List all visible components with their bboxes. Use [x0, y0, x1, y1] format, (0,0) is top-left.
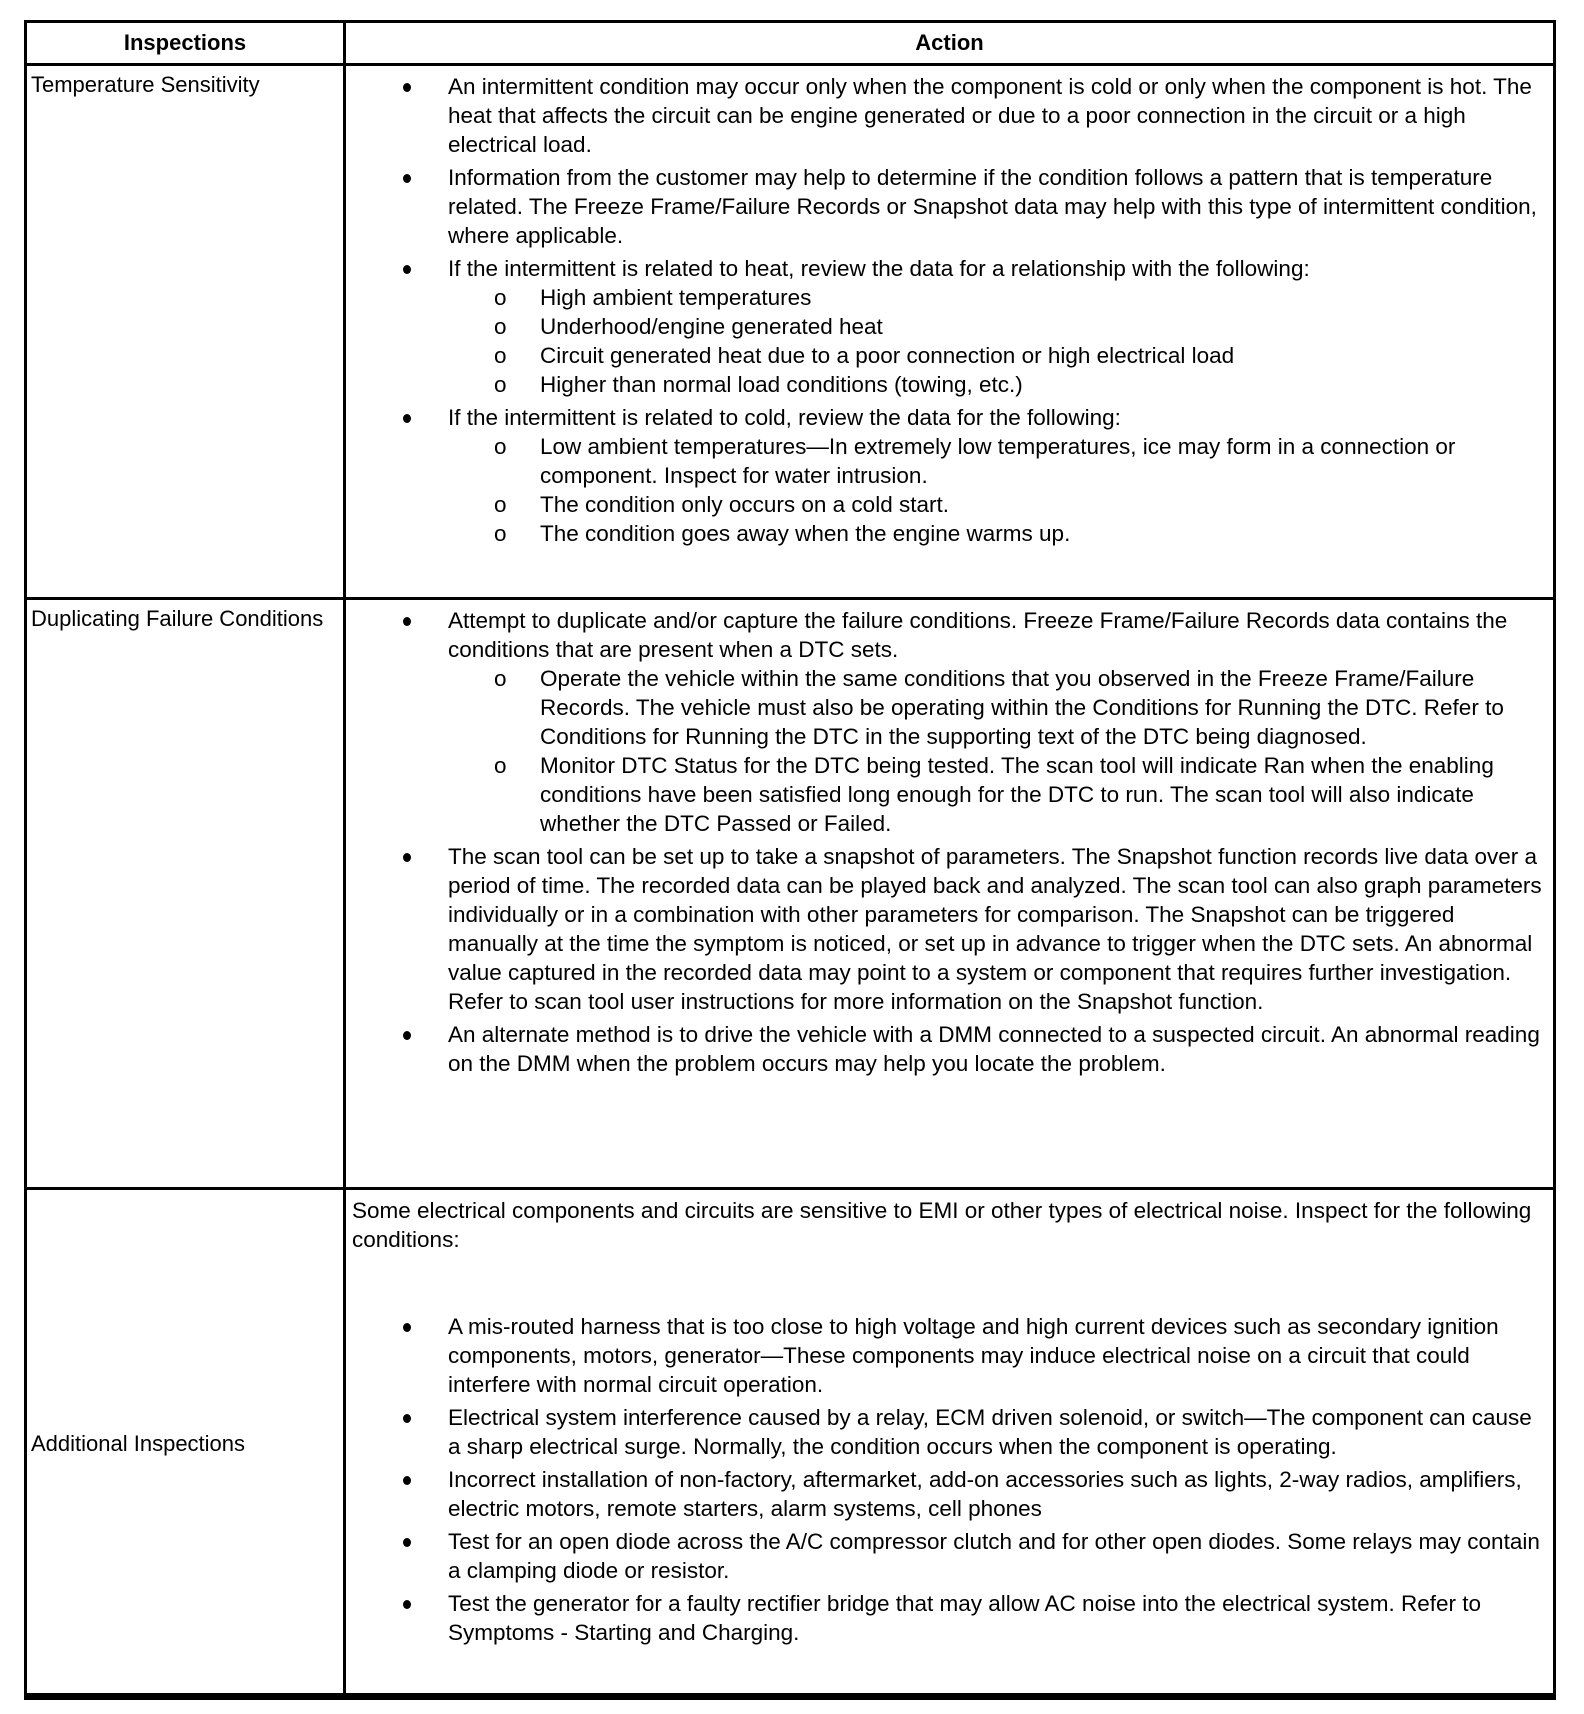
list-item — [346, 842, 1547, 1016]
header-inspections: Inspections — [26, 22, 345, 65]
list-item — [346, 1403, 1547, 1461]
sub-list-item: o Circuit generated heat due to a poor connection or high electrical load — [346, 341, 1547, 370]
sub-list — [448, 283, 1547, 399]
list-item — [346, 1527, 1547, 1585]
sub-list-item: o Operate the vehicle within the same conditions that you observed in the Freeze Frame/Failure Records. The vehicle must also be operating within the Conditions for Running the DTC. Refer to Conditions for Running the DTC in the supporting text of the DTC being diagnosed. — [346, 664, 1547, 751]
list-item — [346, 1465, 1547, 1523]
bullet-list — [346, 72, 1547, 548]
list-item — [346, 163, 1547, 250]
list-item-text: Incorrect installation of non-factory, aftermarket, add-on accessories such as lights, 2-way radios, amplifiers, electric motors, remote starters, alarm systems, cell phones — [448, 1467, 1522, 1521]
list-item — [346, 606, 1547, 838]
list-item — [346, 72, 1547, 159]
bullet-list — [346, 606, 1547, 1078]
list-item — [346, 1312, 1547, 1399]
list-item-text: The scan tool can be set up to take a snapshot of parameters. The Snapshot function records live data over a period of time. The recorded data can be played back and analyzed. The scan tool can also graph parameters individually or in a combination with other parameters for comparison. The Snapshot can be triggered manually at the time the symptom is noticed, or set up in advance to trigger when the DTC sets. An abnormal value captured in the recorded data may point to a system or component that requires further investigation. Refer to scan tool user instructions for more information on the Snapshot function. — [448, 844, 1542, 1014]
table-row — [26, 65, 1555, 599]
list-item-text: An alternate method is to drive the vehicle with a DMM connected to a suspected circuit. An abnormal reading on the DMM when the problem occurs may help you locate the problem. — [448, 1022, 1540, 1076]
list-item-text: Electrical system interference caused by a relay, ECM driven solenoid, or switch—The component can cause a sharp electrical surge. Normally, the condition occurs when the component is operating. — [448, 1405, 1532, 1459]
bullet-list — [346, 1312, 1547, 1647]
sub-list-item: o High ambient temperatures — [346, 283, 1547, 312]
list-item-text: If the intermittent is related to cold, review the data for the following: — [448, 405, 1121, 430]
sub-list-item: o Underhood/engine generated heat — [346, 312, 1547, 341]
action-cell — [345, 65, 1555, 599]
inspection-cell — [26, 65, 345, 599]
list-item-text: Information from the customer may help to determine if the condition follows a pattern that is temperature related. The Freeze Frame/Failure Records or Snapshot data may help with this type of intermittent condition, where applicable. — [448, 165, 1537, 248]
inspection-cell — [26, 599, 345, 1189]
inspection-label: Duplicating Failure Conditions — [31, 606, 324, 631]
list-item-text: If the intermittent is related to heat, review the data for a relationship with the following: — [448, 256, 1310, 281]
sub-list — [448, 664, 1547, 838]
header-action: Action — [345, 22, 1555, 65]
list-item — [346, 1020, 1547, 1078]
list-item — [346, 1589, 1547, 1647]
list-item-text: Attempt to duplicate and/or capture the failure conditions. Freeze Frame/Failure Records data contains the conditions that are present when a DTC sets. — [448, 608, 1508, 662]
action-cell — [345, 1189, 1555, 1697]
action-intro: Some electrical components and circuits are sensitive to EMI or other types of electrical noise. Inspect for the following conditions: — [352, 1198, 1532, 1252]
inspection-label: Temperature Sensitivity — [31, 72, 260, 97]
sub-list-item: o Higher than normal load conditions (towing, etc.) — [346, 370, 1547, 399]
sub-list-item: o The condition only occurs on a cold start. — [346, 490, 1547, 519]
sub-list-item: o Monitor DTC Status for the DTC being tested. The scan tool will indicate Ran when the enabling conditions have been satisfied long enough for the DTC to run. The scan tool will also indicate whether the DTC Passed or Failed. — [346, 751, 1547, 838]
sub-list — [448, 432, 1547, 548]
sub-list-item: o The condition goes away when the engine warms up. — [346, 519, 1547, 548]
header-row — [26, 22, 1555, 65]
table-row — [26, 599, 1555, 1189]
inspections-table — [24, 20, 1556, 1700]
action-cell — [345, 599, 1555, 1189]
list-item-text: An intermittent condition may occur only when the component is cold or only when the component is hot. The heat that affects the circuit can be engine generated or due to a poor connection in the circuit or a high electrical load. — [448, 74, 1532, 157]
list-item — [346, 403, 1547, 548]
inspection-cell — [26, 1189, 345, 1697]
list-item-text: Test for an open diode across the A/C compressor clutch and for other open diodes. Some relays may contain a clamping diode or resistor. — [448, 1529, 1540, 1583]
table-row — [26, 1189, 1555, 1697]
list-item — [346, 254, 1547, 399]
list-item-text: Test the generator for a faulty rectifier bridge that may allow AC noise into the electrical system. Refer to Symptoms - Starting and Charging. — [448, 1591, 1481, 1645]
list-item-text: A mis-routed harness that is too close to high voltage and high current devices such as secondary ignition components, motors, generator—These components may induce electrical noise on a circuit that could interfere with normal circuit operation. — [448, 1314, 1499, 1397]
sub-list-item: o Low ambient temperatures—In extremely low temperatures, ice may form in a connection or component. Inspect for water intrusion. — [346, 432, 1547, 490]
inspection-label: Additional Inspections — [31, 1431, 246, 1456]
